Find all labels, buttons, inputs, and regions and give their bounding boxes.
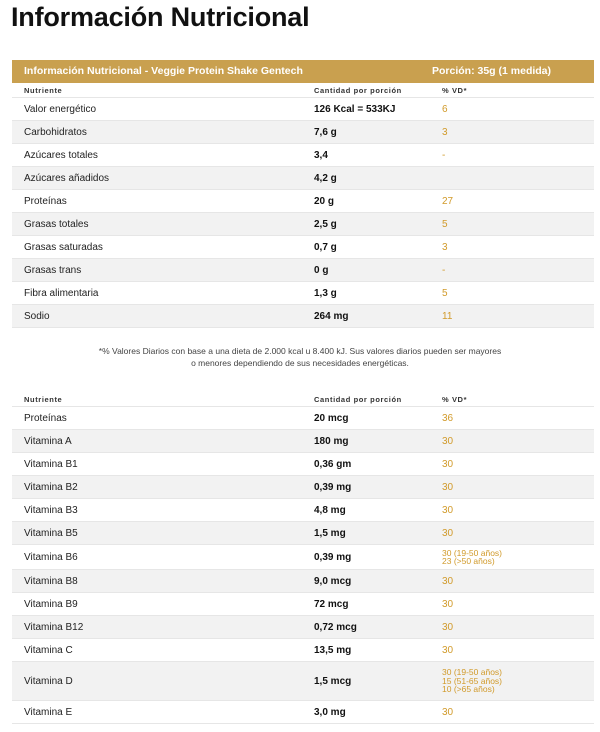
daily-value: - bbox=[442, 264, 446, 276]
nutrient-name: Grasas saturadas bbox=[24, 241, 103, 253]
daily-value-line: 10 (>65 años) bbox=[442, 684, 495, 695]
nutrient-amount: 264 mg bbox=[314, 310, 349, 322]
nutrient-amount: 0,72 mcg bbox=[314, 621, 357, 633]
page-title: Información Nutricional bbox=[11, 2, 310, 32]
nutrient-amount: 180 mg bbox=[314, 435, 349, 447]
nutrition-table-vitamins bbox=[12, 392, 594, 724]
nutrient-amount: 0,7 g bbox=[314, 241, 337, 253]
table-row bbox=[12, 499, 594, 522]
nutrient-name: Vitamina B1 bbox=[24, 458, 78, 470]
daily-value-line: 30 bbox=[442, 504, 454, 516]
daily-value bbox=[442, 413, 453, 424]
nutrient-amount: 2,5 g bbox=[314, 218, 337, 230]
daily-value bbox=[442, 459, 453, 470]
nutrient-name: Vitamina B12 bbox=[24, 621, 84, 633]
table-row bbox=[12, 282, 594, 305]
daily-value-line: 30 bbox=[442, 706, 454, 718]
table-header-row bbox=[12, 392, 594, 407]
daily-value: 5 bbox=[442, 287, 448, 299]
table-row bbox=[12, 453, 594, 476]
header-amount: Cantidad por porción bbox=[314, 86, 402, 95]
nutrient-name: Carbohidratos bbox=[24, 126, 87, 138]
nutrient-name: Vitamina D bbox=[24, 675, 73, 687]
table-row bbox=[12, 167, 594, 190]
daily-value bbox=[442, 668, 502, 694]
daily-value-line: 30 (19-50 años) bbox=[442, 547, 503, 558]
nutrient-name: Proteínas bbox=[24, 195, 67, 207]
daily-value-line: 15 (51-65 años) bbox=[442, 675, 503, 686]
nutrition-banner bbox=[12, 60, 594, 83]
nutrient-name: Vitamina B9 bbox=[24, 598, 78, 610]
daily-value bbox=[442, 707, 453, 718]
nutrient-name: Vitamina C bbox=[24, 644, 73, 656]
daily-value-line: 30 bbox=[442, 435, 454, 447]
nutrition-table-main bbox=[12, 83, 594, 328]
nutrient-amount: 0,39 mg bbox=[314, 481, 352, 493]
header-nutrient: Nutriente bbox=[24, 86, 63, 95]
table-row bbox=[12, 476, 594, 499]
nutrient-name: Vitamina B8 bbox=[24, 575, 78, 587]
nutrient-name: Azúcares totales bbox=[24, 149, 98, 161]
table-row bbox=[12, 190, 594, 213]
nutrient-amount: 1,5 mg bbox=[314, 527, 346, 539]
nutrient-name: Vitamina B3 bbox=[24, 504, 78, 516]
daily-value bbox=[442, 645, 453, 656]
table-row bbox=[12, 430, 594, 453]
nutrient-name: Sodio bbox=[24, 310, 50, 322]
table-row bbox=[12, 121, 594, 144]
nutrient-amount: 0,39 mg bbox=[314, 551, 352, 563]
table-row bbox=[12, 545, 594, 570]
nutrient-amount: 4,2 g bbox=[314, 172, 337, 184]
daily-value-line: 30 (19-50 años) bbox=[442, 667, 503, 678]
nutrient-name: Vitamina A bbox=[24, 435, 72, 447]
daily-value-line: 30 bbox=[442, 481, 454, 493]
footnote-line-1: *% Valores Diarios con base a una dieta de 2.000 kcal u 8.400 kJ. Sus valores diarios pueden ser mayores bbox=[98, 346, 502, 356]
nutrient-name: Vitamina E bbox=[24, 706, 73, 718]
nutrient-amount: 9,0 mcg bbox=[314, 575, 352, 587]
nutrient-amount: 3,4 bbox=[314, 149, 328, 161]
table-row bbox=[12, 616, 594, 639]
nutrient-name: Valor energético bbox=[24, 103, 97, 115]
nutrient-name: Grasas trans bbox=[24, 264, 82, 276]
nutrient-name: Azúcares añadidos bbox=[24, 172, 110, 184]
nutrient-amount: 72 mcg bbox=[314, 598, 349, 610]
daily-value-line: 30 bbox=[442, 644, 454, 656]
daily-value: 3 bbox=[442, 241, 448, 253]
nutrient-amount: 1,3 g bbox=[314, 287, 337, 299]
table-row bbox=[12, 213, 594, 236]
table-row bbox=[12, 305, 594, 328]
table-row bbox=[12, 522, 594, 545]
nutrient-amount: 13,5 mg bbox=[314, 644, 352, 656]
nutrient-amount: 0,36 gm bbox=[314, 458, 352, 470]
daily-value-line: 36 bbox=[442, 412, 454, 424]
daily-value bbox=[442, 505, 453, 516]
nutrient-name: Grasas totales bbox=[24, 218, 89, 230]
daily-value bbox=[442, 599, 453, 610]
daily-value-line: 30 bbox=[442, 621, 454, 633]
table-row bbox=[12, 236, 594, 259]
daily-value bbox=[442, 576, 453, 587]
nutrient-amount: 3,0 mg bbox=[314, 706, 346, 718]
table-row bbox=[12, 639, 594, 662]
daily-value bbox=[442, 549, 502, 566]
daily-values-footnote bbox=[0, 345, 600, 369]
table-row bbox=[12, 662, 594, 701]
header-vd: % VD* bbox=[442, 395, 468, 404]
header-nutrient: Nutriente bbox=[24, 395, 63, 404]
nutrient-amount: 20 mcg bbox=[314, 412, 349, 424]
header-vd: % VD* bbox=[442, 86, 468, 95]
daily-value bbox=[442, 436, 453, 447]
header-amount: Cantidad por porción bbox=[314, 395, 402, 404]
daily-value: 5 bbox=[442, 218, 448, 230]
daily-value: 27 bbox=[442, 195, 454, 207]
nutrient-name: Vitamina B2 bbox=[24, 481, 78, 493]
nutrient-amount: 20 g bbox=[314, 195, 335, 207]
table-row bbox=[12, 593, 594, 616]
daily-value: - bbox=[442, 149, 446, 161]
nutrient-amount: 7,6 g bbox=[314, 126, 337, 138]
table-row bbox=[12, 98, 594, 121]
table-row bbox=[12, 570, 594, 593]
daily-value-line: 23 (>50 años) bbox=[442, 556, 495, 566]
daily-value: 6 bbox=[442, 103, 448, 115]
table-row bbox=[12, 407, 594, 430]
daily-value bbox=[442, 482, 453, 493]
nutrient-amount: 126 Kcal = 533KJ bbox=[314, 103, 396, 115]
banner-product-title: Información Nutricional - Veggie Protein Shake Gentech bbox=[24, 65, 303, 77]
nutrient-amount: 1,5 mcg bbox=[314, 675, 352, 687]
nutrient-name: Vitamina B5 bbox=[24, 527, 78, 539]
nutrient-name: Proteínas bbox=[24, 412, 67, 424]
daily-value-line: 30 bbox=[442, 575, 454, 587]
table-header-row bbox=[12, 83, 594, 98]
table-row bbox=[12, 701, 594, 724]
daily-value-line: 30 bbox=[442, 458, 454, 470]
daily-value: 11 bbox=[442, 310, 453, 322]
footnote-line-2: o menores dependiendo de sus necesidades energéticas. bbox=[191, 358, 409, 368]
daily-value-line: 30 bbox=[442, 527, 454, 539]
table-row bbox=[12, 259, 594, 282]
nutrient-amount: 0 g bbox=[314, 264, 329, 276]
daily-value bbox=[442, 622, 453, 633]
banner-serving-size: Porción: 35g (1 medida) bbox=[432, 65, 552, 77]
nutrient-name: Fibra alimentaria bbox=[24, 287, 99, 299]
nutrient-amount: 4,8 mg bbox=[314, 504, 346, 516]
daily-value-line: 30 bbox=[442, 598, 454, 610]
table-row bbox=[12, 144, 594, 167]
daily-value bbox=[442, 528, 453, 539]
daily-value: 3 bbox=[442, 126, 448, 138]
nutrient-name: Vitamina B6 bbox=[24, 551, 78, 563]
